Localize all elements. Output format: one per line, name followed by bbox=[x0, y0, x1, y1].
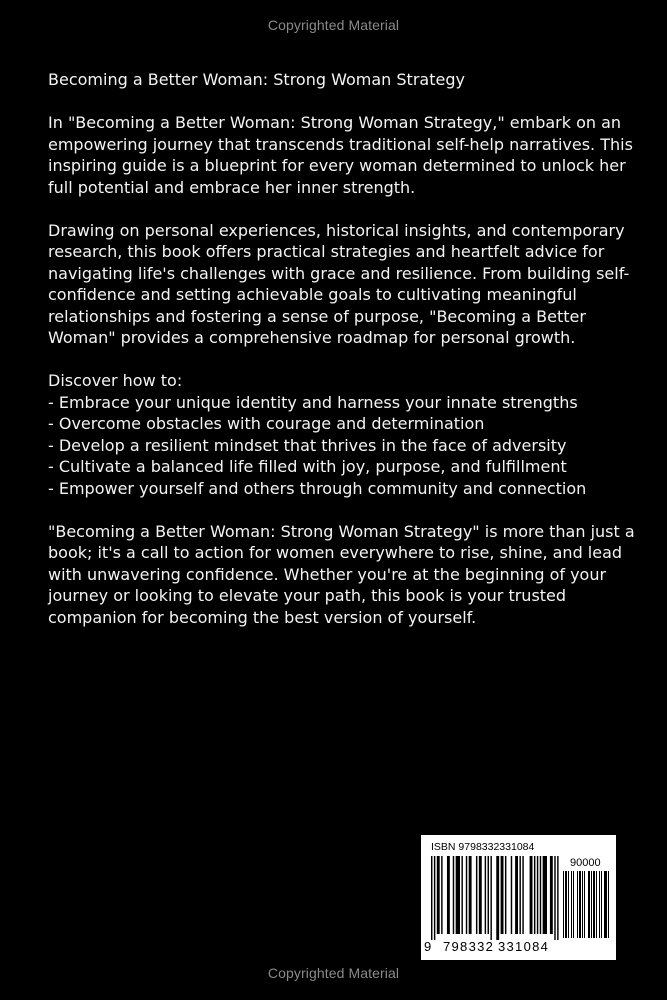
barcode-bar bbox=[577, 871, 578, 938]
barcode-bar bbox=[515, 856, 518, 934]
barcode-bar bbox=[563, 871, 564, 938]
list-item: - Embrace your unique identity and harness your innate strengths bbox=[48, 392, 578, 412]
discover-list bbox=[48, 370, 638, 499]
barcode-bar bbox=[479, 856, 482, 934]
barcode-bar bbox=[579, 871, 581, 938]
barcode-bar bbox=[588, 871, 590, 938]
barcode-bar bbox=[604, 871, 607, 938]
list-item: - Cultivate a balanced life filled with joy, purpose, and fulfillment bbox=[48, 457, 567, 476]
barcode-right-digits: 331084 bbox=[498, 939, 550, 954]
barcode-bar bbox=[530, 856, 533, 934]
barcode-bar bbox=[522, 856, 523, 934]
book-title: Becoming a Better Woman: Strong Woman Strategy bbox=[48, 70, 465, 89]
paragraph-description: Drawing on personal experiences, historical insights, and contemporary research, this book offers practical strategies and heartfelt advice for navigating life's challenges with grace and resilience. From building self-confidence and setting achievable goals to cultivating meaningful relationships and fostering a sense of purpose, "Becoming a Better Woman" provides a comprehensive roadmap for personal growth. bbox=[48, 220, 630, 347]
barcode-bar bbox=[596, 871, 597, 938]
watermark-bottom: Copyrighted Material bbox=[267, 965, 400, 981]
list-item: - Overcome obstacles with courage and determination bbox=[48, 414, 485, 433]
barcode-bar bbox=[469, 856, 472, 934]
list-item: - Empower yourself and others through community and connection bbox=[48, 478, 587, 498]
barcode-bar bbox=[537, 856, 538, 934]
blurb-content bbox=[48, 69, 638, 650]
barcode-bar bbox=[431, 856, 432, 940]
barcode-bar bbox=[599, 871, 600, 938]
barcode-bars-main bbox=[431, 856, 559, 940]
barcode-bar bbox=[437, 856, 440, 934]
barcode-bar bbox=[557, 856, 558, 940]
barcode-bar bbox=[456, 856, 460, 934]
barcode-bar bbox=[534, 856, 535, 934]
barcode-bar bbox=[573, 871, 574, 938]
barcode-bar bbox=[582, 871, 583, 938]
barcode-bar bbox=[571, 871, 572, 938]
barcode-bar bbox=[519, 856, 520, 934]
barcode-left-digits: 798332 bbox=[443, 939, 495, 954]
barcode-bar bbox=[584, 871, 585, 938]
barcode-bar bbox=[543, 856, 547, 934]
barcode-bars-addon bbox=[563, 871, 609, 938]
watermark-top: Copyrighted Material bbox=[267, 17, 400, 33]
barcode-lead-digit: 9 bbox=[424, 939, 432, 954]
barcode-bar bbox=[496, 856, 499, 940]
barcode-bar bbox=[540, 856, 541, 934]
barcode-bar bbox=[565, 871, 567, 938]
list-intro: Discover how to: bbox=[48, 371, 183, 390]
barcode-bar bbox=[485, 856, 486, 934]
barcode-bar bbox=[501, 856, 504, 934]
paragraph-closing: "Becoming a Better Woman: Strong Woman Strategy" is more than just a book; it's a call to action for women everywhere to rise, shine, and lead with unwavering confidence. Whether you're at the beginning of your journey or looking to elevate your path, this book is your trusted companion for becoming the best version of yourself. bbox=[48, 521, 635, 627]
list-item: - Develop a resilient mindset that thrives in the face of adversity bbox=[48, 435, 567, 455]
barcode-bar bbox=[601, 871, 602, 938]
barcode-bar bbox=[453, 856, 454, 934]
barcode-bar bbox=[505, 856, 506, 934]
barcode-bar bbox=[466, 856, 467, 934]
barcode-bar bbox=[550, 856, 553, 934]
isbn-barcode bbox=[421, 835, 616, 960]
barcode-bar bbox=[591, 871, 592, 938]
isbn-label: ISBN 9798332331084 bbox=[431, 841, 535, 853]
barcode-bar bbox=[554, 856, 555, 940]
barcode-bar bbox=[441, 856, 442, 934]
barcode-bar bbox=[461, 856, 462, 934]
barcode-bar bbox=[476, 856, 477, 934]
barcode-bar bbox=[511, 856, 512, 934]
barcode-bar bbox=[447, 856, 450, 934]
barcode-bar bbox=[490, 856, 491, 940]
barcode-bar bbox=[593, 871, 595, 938]
price-code: 90000 bbox=[570, 857, 601, 869]
barcode-bar bbox=[568, 871, 569, 938]
barcode-bar bbox=[488, 856, 489, 934]
barcode-bar bbox=[434, 856, 435, 940]
barcode-bar bbox=[608, 871, 609, 938]
paragraph-intro: In "Becoming a Better Woman: Strong Woman Strategy," embark on an empowering journey that transcends traditional self-help narratives. This inspiring guide is a blueprint for every woman determined to unlock her full potential and embrace her inner strength. bbox=[48, 113, 633, 197]
